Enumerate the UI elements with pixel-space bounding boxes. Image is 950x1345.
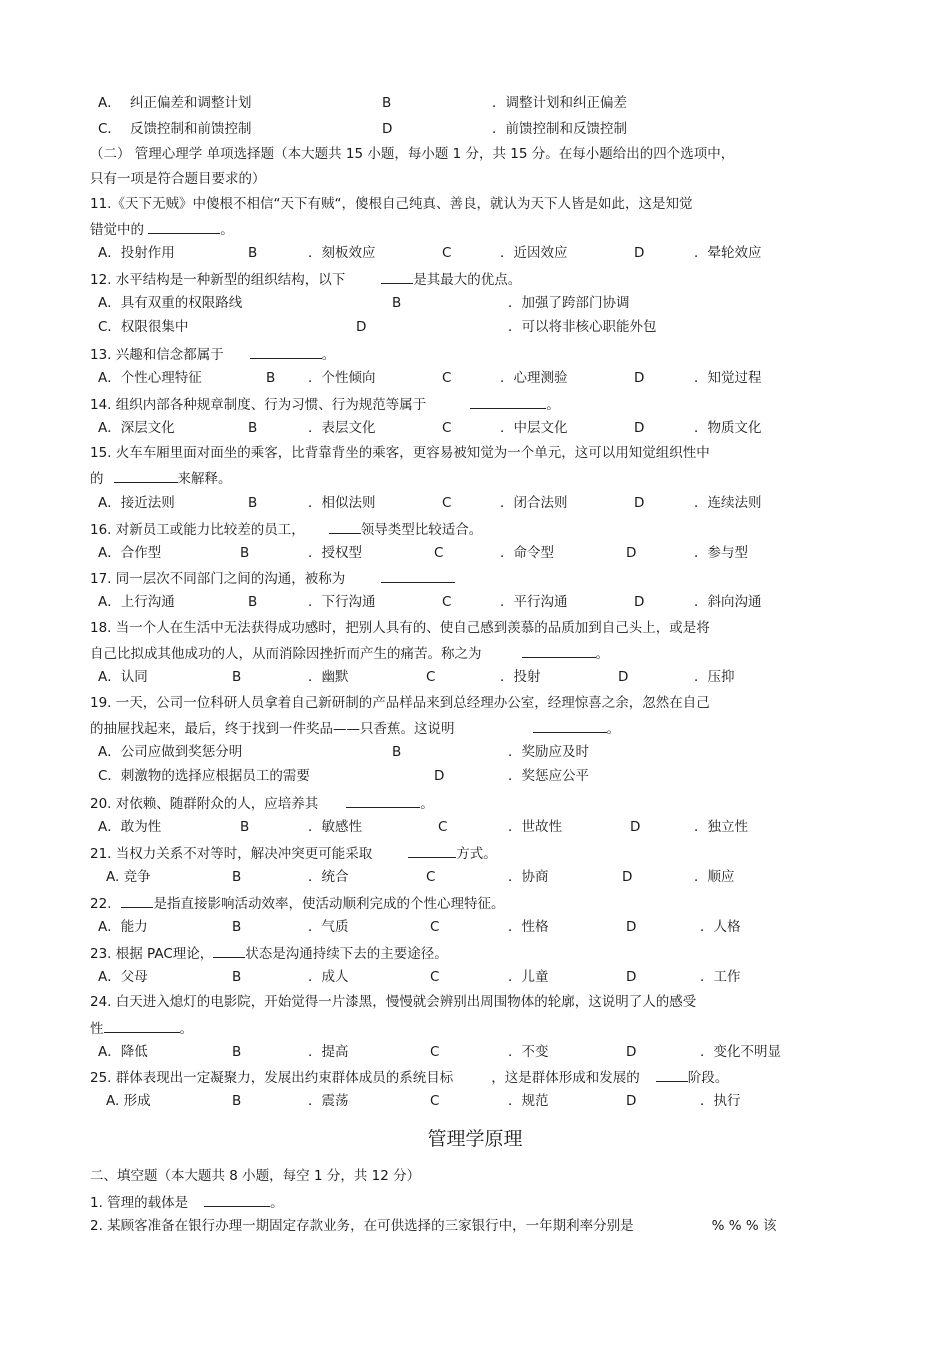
option-b-text: ．幽默 — [308, 669, 349, 685]
fill-question-1: 1. 管理的载体是 。 — [90, 1191, 284, 1211]
option-c-text: ．投射 — [500, 669, 541, 685]
question-11-cont: 错觉中的 。 — [90, 218, 234, 238]
question-16: 16. 对新员工或能力比较差的员工， 领导类型比较适合。 — [90, 518, 482, 538]
option-c-text: ．闭合法则 — [500, 495, 568, 511]
option-b-text: ．表层文化 — [308, 420, 376, 436]
option-d-letter: D — [630, 819, 641, 835]
option-d-letter: D — [634, 245, 645, 261]
option-d-letter: D — [382, 121, 393, 137]
question-15: 15. 火车车厢里面对面坐的乘客，比背靠背坐的乘客，更容易被知觉为一个单元，这可以用知觉组织性中 — [90, 445, 710, 461]
option-c-letter: C — [442, 420, 452, 436]
option-d-text: ．变化不明显 — [700, 1044, 781, 1060]
option-d-text: ．知觉过程 — [694, 370, 762, 386]
option-c-letter: C — [442, 245, 452, 261]
option-d-text: ．工作 — [700, 969, 741, 985]
option-c-letter: C — [430, 1044, 440, 1060]
option-b-letter: B — [382, 95, 392, 111]
option-b-text: ．授权型 — [308, 545, 362, 561]
option-b-text: ．统合 — [308, 869, 349, 885]
option-d-letter: D — [626, 1093, 637, 1109]
question-24: 24. 白天进入熄灯的电影院，开始觉得一片漆黑，慢慢就会辨别出周围物体的轮廓，这说明了人的感受 — [90, 994, 697, 1010]
option-d-text: ．人格 — [700, 919, 741, 935]
option-c-text: ．世故性 — [508, 819, 562, 835]
option-c-letter: C — [426, 869, 436, 885]
option-a: A. 竞争 — [106, 869, 151, 885]
question-18-cont: 自己比拟成其他成功的人，从而消除因挫折而产生的痛苦。称之为 。 — [90, 642, 609, 662]
option-b-letter: B — [248, 594, 258, 610]
question-12: 12. 水平结构是一种新型的组织结构，以下 是其最大的优点。 — [90, 268, 521, 288]
option-d-letter: D — [622, 869, 633, 885]
option-d-text: ．压抑 — [694, 669, 735, 685]
option-b-text: ．敏感性 — [308, 819, 362, 835]
option-c-text: ．中层文化 — [500, 420, 568, 436]
option-d-text: ．斜向沟通 — [694, 594, 762, 610]
option-c-letter: C — [434, 545, 444, 561]
option-d-text: ．物质文化 — [694, 420, 762, 436]
option-b-text: ．震荡 — [308, 1093, 349, 1109]
option-b-letter: B — [240, 819, 250, 835]
question-18: 18. 当一个人在生活中无法获得成功感时，把别人具有的、使自己感到羡慕的品质加到自己头上，或是将 — [90, 620, 710, 636]
option-b-text: ．调整计划和纠正偏差 — [492, 95, 627, 111]
option-b-letter: B — [232, 969, 242, 985]
answer-blank — [329, 518, 361, 534]
option-d-letter: D — [634, 594, 645, 610]
question-22: 22. 是指直接影响活动效率，使活动顺利完成的个性心理特征。 — [90, 892, 504, 912]
option-c-text: ．性格 — [508, 919, 549, 935]
option-a: A．能力 — [98, 919, 148, 935]
option-b-letter: B — [232, 869, 242, 885]
option-a: A．上行沟通 — [98, 594, 175, 610]
option-b-letter: B — [232, 1044, 242, 1060]
question-17: 17. 同一层次不同部门之间的沟通，被称为 — [90, 567, 455, 587]
section-header: （二） 管理心理学 单项选择题（本大题共 15 小题，每小题 1 分，共 15 分。在每小题给出的四个选项中， — [90, 146, 735, 162]
answer-blank — [250, 343, 322, 359]
option-a: A．父母 — [98, 969, 148, 985]
option-a: A．降低 — [98, 1044, 148, 1060]
answer-blank — [381, 268, 413, 284]
option-b-letter: B — [232, 919, 242, 935]
option-b-letter: B — [232, 1093, 242, 1109]
option-c-text: ．平行沟通 — [500, 594, 568, 610]
option-c-text: ．协商 — [508, 869, 549, 885]
option-a: A．深层文化 — [98, 420, 175, 436]
option-d-letter: D — [634, 370, 645, 386]
option-d-letter: D — [634, 420, 645, 436]
option-d-text: ．前馈控制和反馈控制 — [492, 121, 627, 137]
option-b-text: ．相似法则 — [308, 495, 376, 511]
answer-blank — [656, 1066, 688, 1082]
option-a: A. 形成 — [106, 1093, 151, 1109]
option-c-text: ．不变 — [508, 1044, 549, 1060]
option-b-text: ．个性倾向 — [308, 370, 376, 386]
answer-blank — [114, 467, 178, 483]
option-c-letter: C — [430, 969, 440, 985]
section-header-cont: 只有一项是符合题目要求的） — [90, 171, 266, 187]
option-c-letter: C — [430, 919, 440, 935]
option-d-text: ．奖惩应公平 — [508, 768, 589, 784]
option-d-letter: D — [434, 768, 445, 784]
fill-header: 二、填空题（本大题共 8 小题，每空 1 分，共 12 分） — [90, 1168, 421, 1184]
question-21: 21. 当权力关系不对等时，解决冲突更可能采取 方式。 — [90, 842, 497, 862]
option-a: A．投射作用 — [98, 245, 175, 261]
option-c-text: ．心理测验 — [500, 370, 568, 386]
option-c-letter: C — [442, 594, 452, 610]
option-b-letter: B — [232, 669, 242, 685]
option-b-letter: B — [248, 495, 258, 511]
option-b-letter: B — [248, 420, 258, 436]
option-b-text: ．刻板效应 — [308, 245, 376, 261]
option-b-letter: B — [392, 744, 402, 760]
question-25: 25. 群体表现出一定凝聚力，发展出约束群体成员的系统目标 ，这是群体形成和发展的 阶段。 — [90, 1066, 728, 1086]
option-c-letter: C — [442, 370, 452, 386]
option-d-letter: D — [626, 545, 637, 561]
option-a: A．公司应做到奖惩分明 — [98, 744, 243, 760]
question-23: 23. 根据 PAC理论， 状态是沟通持续下去的主要途径。 — [90, 942, 448, 962]
answer-blank — [204, 1191, 270, 1207]
option-d-text: ．参与型 — [694, 545, 748, 561]
section-title: 管理学原理 — [427, 1128, 523, 1150]
answer-blank — [104, 1017, 180, 1033]
question-15-cont: 的 来解释。 — [90, 467, 232, 487]
question-24-cont: 性 。 — [90, 1017, 193, 1037]
question-14: 14. 组织内部各种规章制度、行为习惯、行为规范等属于 。 — [90, 393, 560, 413]
option-d-text: ．可以将非核心职能外包 — [508, 319, 657, 335]
option-c-text: ．规范 — [508, 1093, 549, 1109]
option-a: A．认同 — [98, 669, 148, 685]
option-c-letter: C — [426, 669, 436, 685]
option-b-text: ．奖励应及时 — [508, 744, 589, 760]
question-20: 20. 对依赖、随群附众的人，应培养其 。 — [90, 792, 434, 812]
option-c-letter: C — [438, 819, 448, 835]
option-d-letter: D — [626, 1044, 637, 1060]
option-a-text: 纠正偏差和调整计划 — [130, 95, 252, 111]
option-a: A．接近法则 — [98, 495, 175, 511]
option-d-letter: D — [626, 969, 637, 985]
option-b-text: ．下行沟通 — [308, 594, 376, 610]
answer-blank — [522, 642, 596, 658]
option-b-letter: B — [240, 545, 250, 561]
option-b-letter: B — [392, 295, 402, 311]
answer-blank — [533, 717, 607, 733]
option-d-text: ．独立性 — [694, 819, 748, 835]
option-b-letter: B — [248, 245, 258, 261]
option-b-text: ．成人 — [308, 969, 349, 985]
option-d-text: ．执行 — [700, 1093, 741, 1109]
option-a: A．具有双重的权限路线 — [98, 295, 243, 311]
answer-blank — [213, 942, 245, 958]
option-a: A． — [98, 95, 121, 111]
question-19-cont: 的抽屉找起来，最后，终于找到一件奖品——只香蕉。这说明 。 — [90, 717, 620, 737]
option-a: A．敢为性 — [98, 819, 162, 835]
option-d-letter: D — [618, 669, 629, 685]
option-b-text: ．加强了跨部门协调 — [508, 295, 630, 311]
answer-blank — [381, 567, 455, 583]
option-c: C． — [98, 121, 121, 137]
question-19: 19. 一天，公司一位科研人员拿着自己新研制的产品样品来到总经理办公室，经理惊喜之余，忽然在自己 — [90, 695, 710, 711]
option-c-letter: C — [442, 495, 452, 511]
option-c-text: 反馈控制和前馈控制 — [130, 121, 252, 137]
option-a: A．个性心理特征 — [98, 370, 202, 386]
option-c: C．刺激物的选择应根据员工的需要 — [98, 768, 310, 784]
option-b-text: ．气质 — [308, 919, 349, 935]
option-b-text: ．提高 — [308, 1044, 349, 1060]
option-c-text: ．儿童 — [508, 969, 549, 985]
option-a: A．合作型 — [98, 545, 162, 561]
option-d-text: ．顺应 — [694, 869, 735, 885]
option-d-letter: D — [634, 495, 645, 511]
question-11: 11.《天下无贼》中傻根不相信“天下有贼“，傻根自己纯真、善良，就认为天下人皆是如此，这是知觉 — [90, 196, 693, 212]
option-d-letter: D — [356, 319, 367, 335]
fill-question-2: 2. 某顾客准备在银行办理一期固定存款业务，在可供选择的三家银行中，一年期利率分别是 % % % 该 — [90, 1218, 777, 1234]
option-d-text: ．晕轮效应 — [694, 245, 762, 261]
option-d-text: ．连续法则 — [694, 495, 762, 511]
option-c-text: ．命令型 — [500, 545, 554, 561]
answer-blank — [408, 842, 456, 858]
answer-blank — [346, 792, 420, 808]
question-13: 13. 兴趣和信念都属于 。 — [90, 343, 335, 363]
answer-blank — [148, 218, 220, 234]
option-b-letter: B — [266, 370, 276, 386]
option-d-letter: D — [626, 919, 637, 935]
option-c: C．权限很集中 — [98, 319, 189, 335]
answer-blank — [121, 892, 153, 908]
option-c-text: ．近因效应 — [500, 245, 568, 261]
answer-blank — [470, 393, 546, 409]
option-c-letter: C — [430, 1093, 440, 1109]
